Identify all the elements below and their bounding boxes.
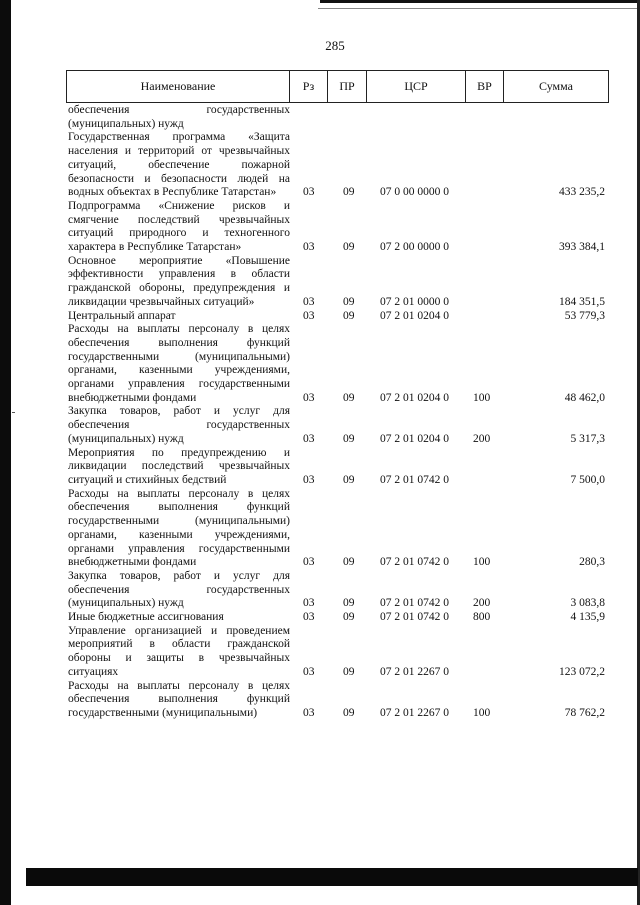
row-name: Основное мероприятие «Повышение эффективности управления в области гражданской обороны, предупреждения и ликвидации чрезвычайных ситуаций»: [68, 254, 290, 308]
row-name: Управление организацией и проведением мероприятий в области гражданской обороны и защиты в чрезвычайных ситуациях: [68, 624, 290, 678]
row-name: Иные бюджетные ассигнования: [68, 611, 224, 624]
table-row: [66, 255, 611, 310]
header-sum: Сумма: [539, 79, 573, 93]
header-name: Наименование: [67, 71, 290, 102]
row-csr: 07 0 00 0000 0: [380, 186, 449, 199]
row-pr: 09: [343, 186, 355, 199]
table-row: [66, 570, 611, 611]
row-pr: 09: [343, 597, 355, 610]
row-csr: 07 2 01 2267 0: [380, 706, 449, 719]
row-vr: 200: [473, 432, 491, 445]
row-sum: 393 384,1: [559, 241, 605, 254]
row-name: Расходы на выплаты персоналу в целях обеспечения выполнения функций государственными (муниципальными) органами, казенными учреждениями, органами управления государственными внебюджетными фондами: [68, 487, 290, 569]
table-row: [66, 405, 611, 446]
header-rz: Рз: [290, 71, 328, 102]
row-csr: 07 2 01 0742 0: [380, 611, 449, 624]
row-pr: 09: [343, 391, 355, 404]
table-row: [66, 310, 611, 324]
row-rz: 03: [303, 295, 315, 308]
row-pr: 09: [343, 611, 355, 624]
row-rz: 03: [303, 597, 315, 610]
row-rz: 03: [303, 473, 315, 486]
scan-border-top: [320, 0, 640, 3]
row-name: Расходы на выплаты персоналу в целях обеспечения выполнения функций государственными (муниципальными): [68, 679, 290, 719]
table-row: [66, 488, 611, 570]
row-rz: 03: [303, 186, 315, 199]
row-name: Подпрограмма «Снижение рисков и смягчение последствий чрезвычайных ситуаций природного и техногенного характера в Республике Татарстан»: [68, 199, 290, 254]
row-pr: 09: [343, 432, 355, 445]
row-sum: 280,3: [579, 556, 605, 569]
table-row: [66, 200, 611, 255]
row-rz: 03: [303, 611, 315, 624]
row-vr: 200: [473, 597, 491, 610]
table-row: [66, 323, 611, 405]
row-pr: 09: [343, 473, 355, 486]
row-name: Государственная программа «Защита населения и территорий от чрезвычайных ситуаций, обеспечение пожарной безопасности и безопасности людей на водных объектах в Республике Татарстан»: [68, 131, 290, 199]
row-csr: 07 2 01 0742 0: [380, 597, 449, 610]
row-csr: 07 2 00 0000 0: [380, 241, 449, 254]
row-sum: 3 083,8: [570, 597, 605, 610]
row-sum: 78 762,2: [564, 706, 605, 719]
row-sum: 48 462,0: [564, 391, 605, 404]
table-body: [66, 104, 611, 721]
row-rz: 03: [303, 309, 315, 322]
row-name: Центральный аппарат: [68, 309, 176, 322]
row-pr: 09: [343, 295, 355, 308]
header-csr: ЦСР: [367, 71, 466, 102]
page-number: 285: [325, 38, 345, 53]
row-rz: 03: [303, 556, 315, 569]
table-row: [66, 625, 611, 680]
row-vr: 100: [473, 556, 491, 569]
row-sum: 53 779,3: [564, 309, 605, 322]
table-row: [66, 680, 611, 721]
row-sum: 184 351,5: [559, 295, 605, 308]
table-header: [66, 70, 609, 103]
row-pr: 09: [343, 309, 355, 322]
row-sum: 123 072,2: [559, 665, 605, 678]
scan-border-top-thin: [318, 8, 640, 9]
row-csr: 07 2 01 0742 0: [380, 556, 449, 569]
row-name: Закупка товаров, работ и услуг для обеспечения государственных (муниципальных) нужд: [68, 405, 290, 445]
row-rz: 03: [303, 432, 315, 445]
row-rz: 03: [303, 706, 315, 719]
row-csr: 07 2 01 0000 0: [380, 295, 449, 308]
header-pr: ПР: [328, 71, 367, 102]
row-sum: 5 317,3: [570, 432, 605, 445]
row-pr: 09: [343, 706, 355, 719]
table-row: [66, 104, 611, 131]
header-vr: ВР: [466, 71, 504, 102]
row-sum: 433 235,2: [559, 186, 605, 199]
row-vr: 800: [473, 611, 491, 624]
row-sum: 7 500,0: [570, 473, 605, 486]
table-row: [66, 447, 611, 488]
row-pr: 09: [343, 556, 355, 569]
row-pr: 09: [343, 241, 355, 254]
table-row: [66, 131, 611, 200]
table-row: [66, 611, 611, 625]
row-csr: 07 2 01 0204 0: [380, 309, 449, 322]
row-pr: 09: [343, 665, 355, 678]
row-vr: 100: [473, 706, 491, 719]
row-csr: 07 2 01 2267 0: [380, 665, 449, 678]
row-sum: 4 135,9: [570, 611, 605, 624]
row-name: обеспечения государственных (муниципальных) нужд: [68, 104, 290, 130]
row-name: Расходы на выплаты персоналу в целях обеспечения выполнения функций государственными (муниципальными) органами, казенными учреждениями, органами управления государственными внебюджетными фондами: [68, 323, 290, 404]
scan-border-left: [0, 0, 11, 905]
row-csr: 07 2 01 0742 0: [380, 473, 449, 486]
row-csr: 07 2 01 0204 0: [380, 432, 449, 445]
row-csr: 07 2 01 0204 0: [380, 391, 449, 404]
row-name: Мероприятия по предупреждению и ликвидации последствий чрезвычайных ситуаций и стихийных бедствий: [68, 446, 290, 486]
scan-speck: [12, 412, 15, 413]
row-vr: 100: [473, 391, 491, 404]
scan-border-bottom: [26, 868, 638, 886]
row-name: Закупка товаров, работ и услуг для обеспечения государственных (муниципальных) нужд: [68, 569, 290, 610]
row-rz: 03: [303, 665, 315, 678]
row-rz: 03: [303, 391, 315, 404]
row-rz: 03: [303, 241, 315, 254]
